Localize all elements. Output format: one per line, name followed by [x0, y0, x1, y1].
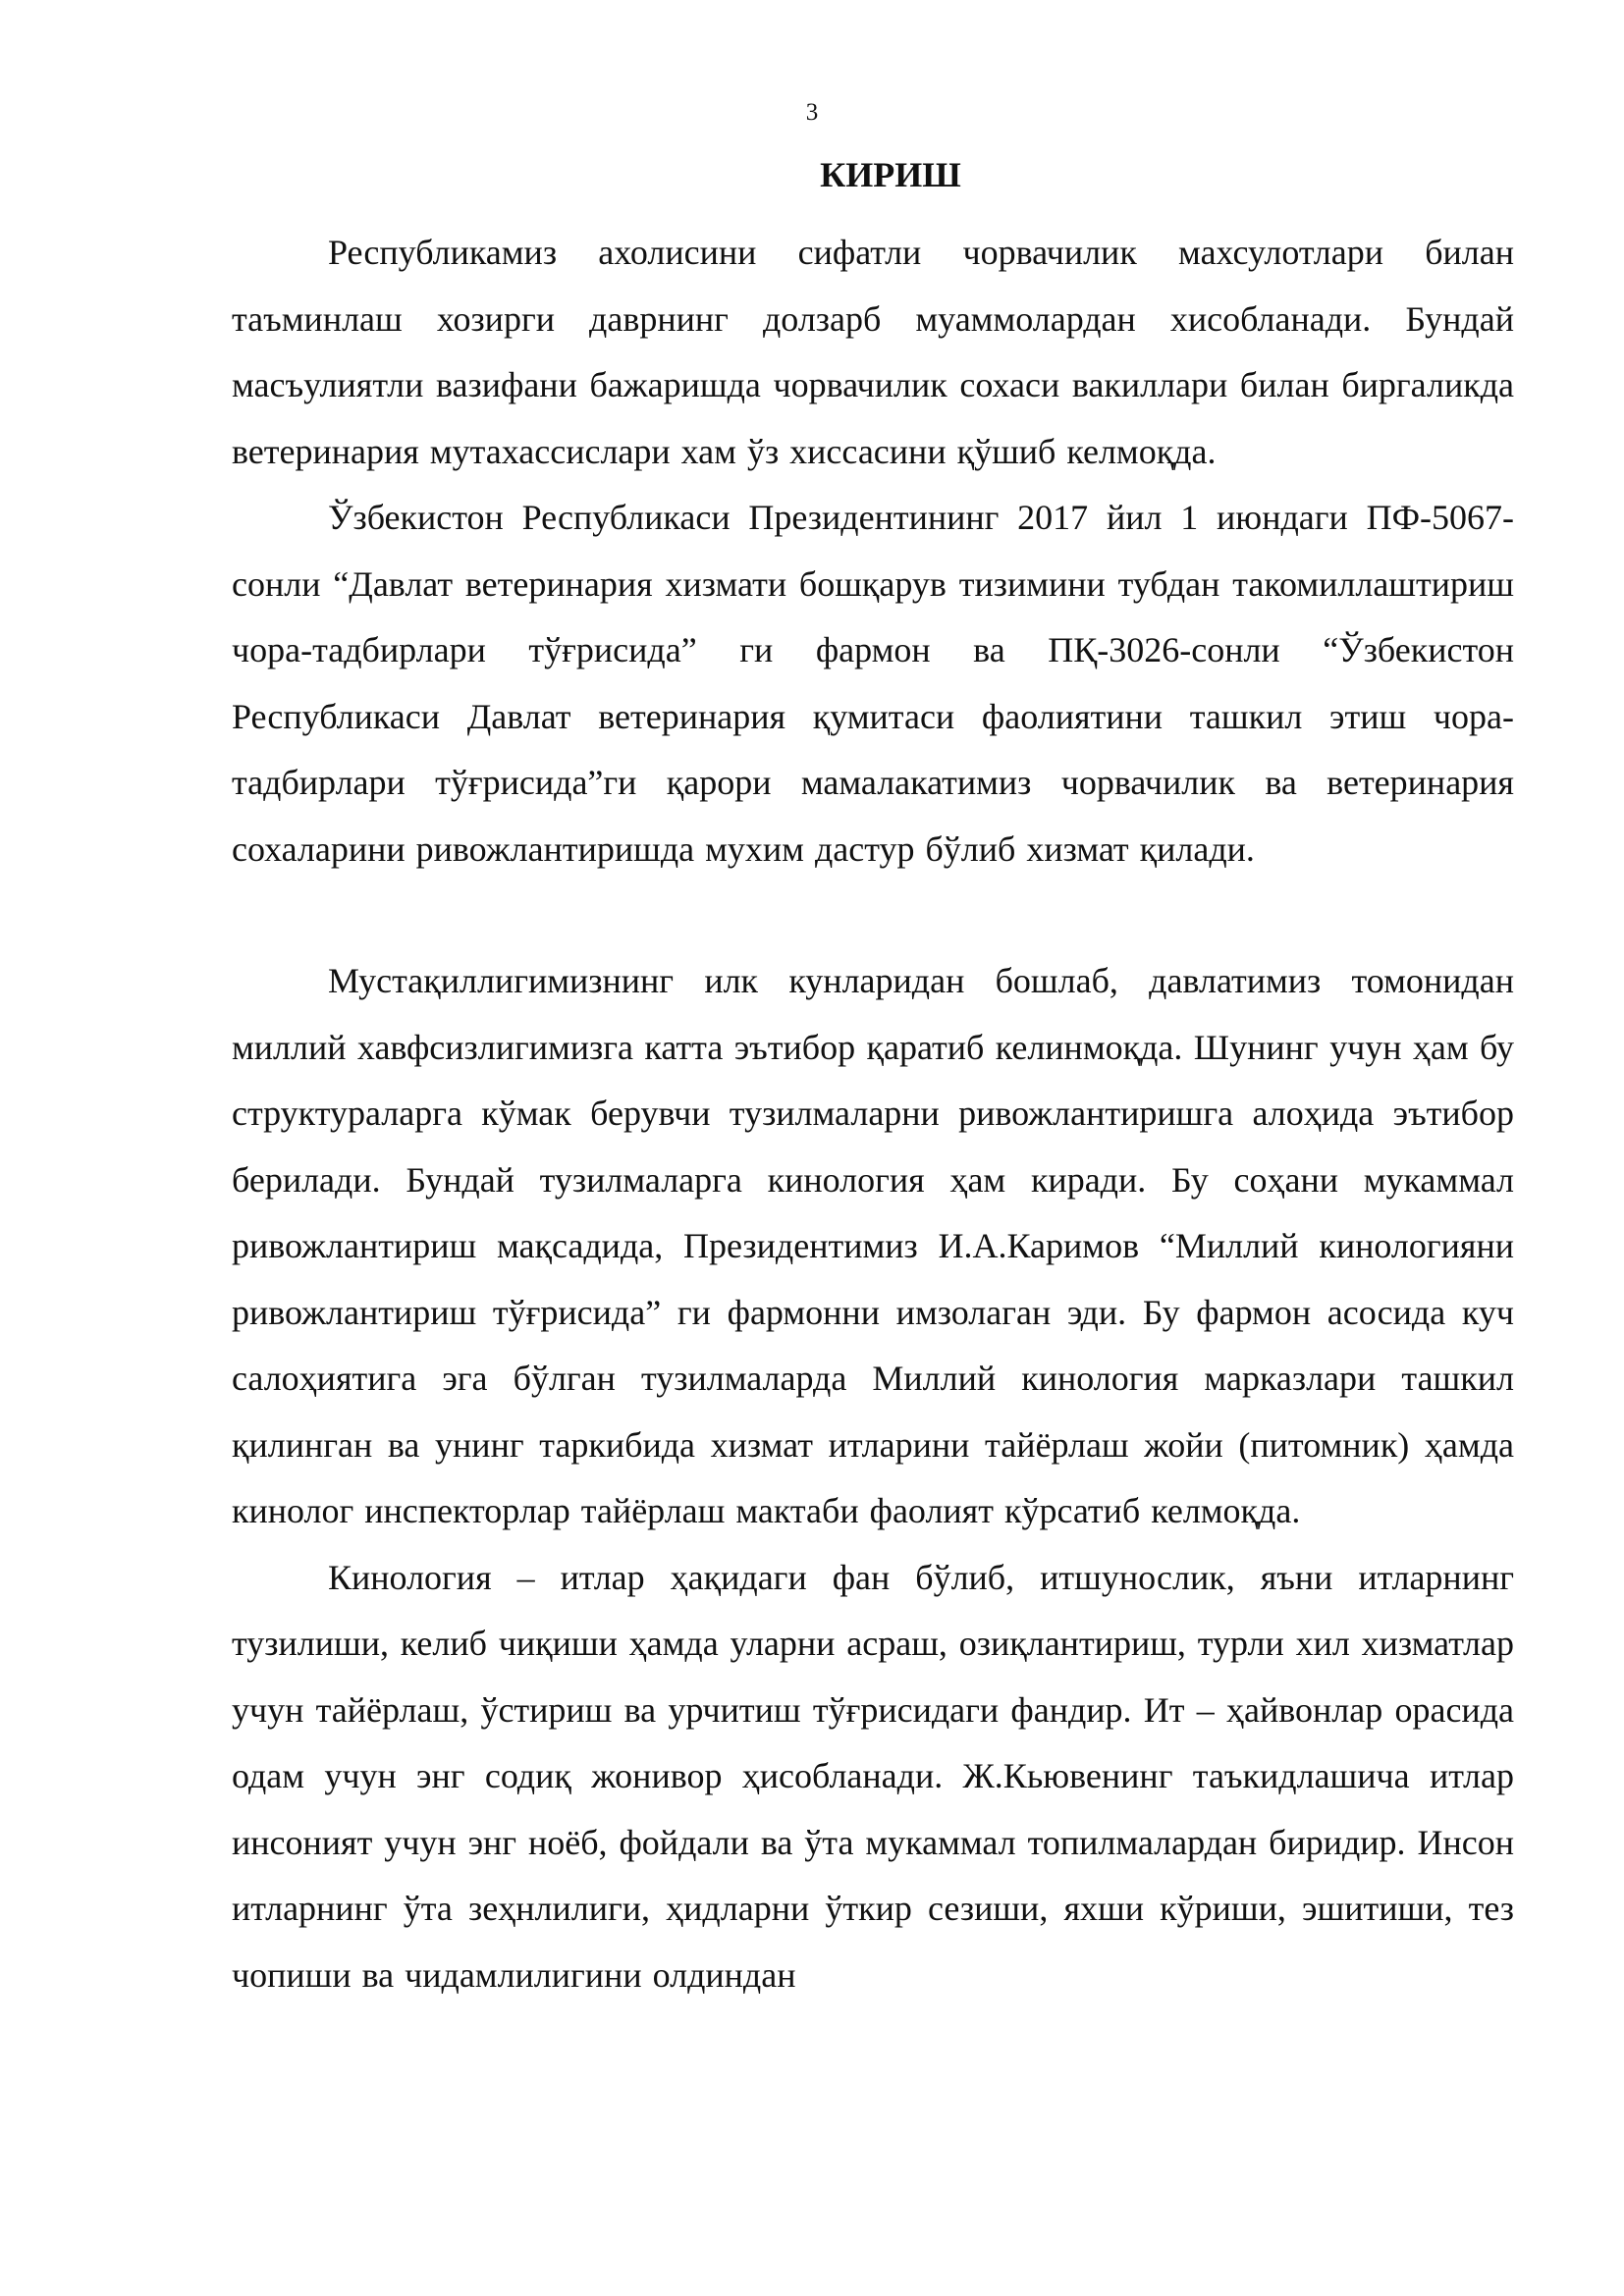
paragraph: Мустақиллигимизнинг илк кунларидан бошлаб, давлатимиз томонидан миллий хавфсизлигимизга катта эътибор қаратиб келинмоқда. Шунинг учун ҳам бу структураларга кўмак берувчи тузилмаларни ривожлантиришга алоҳида эътибор берилади. Бундай тузилмаларга кинология ҳам киради. Бу соҳани мукаммал ривожлантириш мақсадида, Президентимиз И.А.Каримов “Миллий кинологияни ривожлантириш тўғрисида” ги фармонни имзолаган эди. Бу фармон асосида куч салоҳиятига эга бўлган тузилмаларда Миллий кинология марказлари ташкил қилинган ва унинг таркибида хизмат итларини тайёрлаш жойи (питомник) ҳамда кинолог инспекторлар тайёрлаш мактаби фаолият кўрсатиб келмоқда.: [232, 961, 1514, 1530]
paragraph: Ўзбекистон Республикаси Президентининг 2017 йил 1 июндаги ПФ-5067-сонли “Давлат ветеринария хизмати бошқарув тизимини тубдан такомиллаштириш чора-тадбирлари тўғрисида” ги фармон ва ПҚ-3026-сонли “Ўзбекистон Республикаси Давлат ветеринария қумитаси фаолиятини ташкил этиш чора-тадбирлари тўғрисида”ги қарори мамалакатимиз чорвачилик ва ветеринария сохаларини ривожлантиришда мухим дастур бўлиб хизмат қилади.: [232, 498, 1514, 869]
paragraph: Кинология – итлар ҳақидаги фан бўлиб, итшунослик, яъни итларнинг тузилиши, келиб чиқиши ҳамда уларни асраш, озиқлантириш, турли хил хизматлар учун тайёрлаш, ўстириш ва урчитиш тўғрисидаги фандир. Ит – ҳайвонлар орасида одам учун энг содиқ жонивор ҳисобланади. Ж.Кьювенинг таъкидлашича итлар инсоният учун энг ноёб, фойдали ва ўта мукаммал топилмалардан биридир. Инсон итларнинг ўта зеҳнлилиги, ҳидларни ўткир сезиши, яхши кўриши, эшитиши, тез чопиши ва чидамлилигини олдиндан: [232, 1557, 1514, 1995]
document-body: [232, 220, 1514, 2008]
paragraph: Республикамиз ахолисини сифатли чорвачилик махсулотлари билан таъминлаш хозирги даврнинг долзарб муаммолардан хисобланади. Бундай масъулиятли вазифани бажаришда чорвачилик сохаси вакиллари билан биргаликда ветеринария мутахассислари хам ўз хиссасини қўшиб келмоқда.: [232, 233, 1514, 471]
page-number: 3: [805, 99, 819, 126]
page-title: КИРИШ: [820, 155, 961, 194]
